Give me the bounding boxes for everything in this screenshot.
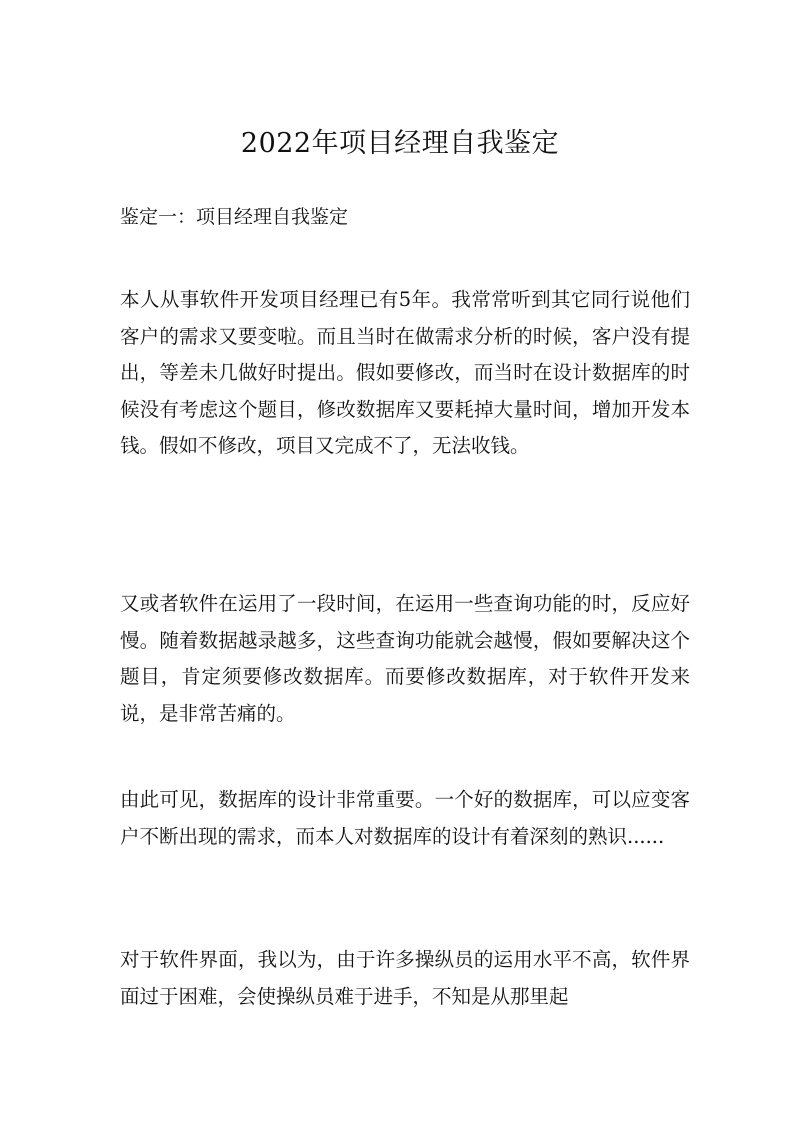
- paragraph-2: 又或者软件在运用了一段时间，在运用一些查询功能的时，反应好慢。随着数据越录越多，这些查询功能就会越慢，假如要解决这个题目，肯定须要修改数据库。而要修改数据库，对于软件开发来说，是非常苦痛的。: [120, 592, 690, 725]
- section-heading: 鉴定一：项目经理自我鉴定: [120, 206, 349, 228]
- document-title: 2022年项目经理自我鉴定: [240, 128, 560, 159]
- paragraph-4: 对于软件界面，我以为，由于许多操纵员的运用水平不高，软件界面过于困难，会使操纵员难于进手，不知是从那里起: [120, 948, 690, 1008]
- paragraph-1: 本人从事软件开发项目经理已有5年。我常常听到其它同行说他们客户的需求又要变啦。而且当时在做需求分析的时候，客户没有提出，等差未几做好时提出。假如要修改，而当时在设计数据库的时候没有考虑这个题目，修改数据库又要耗掉大量时间，增加开发本钱。假如不修改，项目又完成不了，无法收钱。: [120, 288, 690, 457]
- paragraph-3: 由此可见，数据库的设计非常重要。一个好的数据库，可以应变客户不断出现的需求，而本人对数据库的设计有着深刻的熟识......: [120, 788, 690, 848]
